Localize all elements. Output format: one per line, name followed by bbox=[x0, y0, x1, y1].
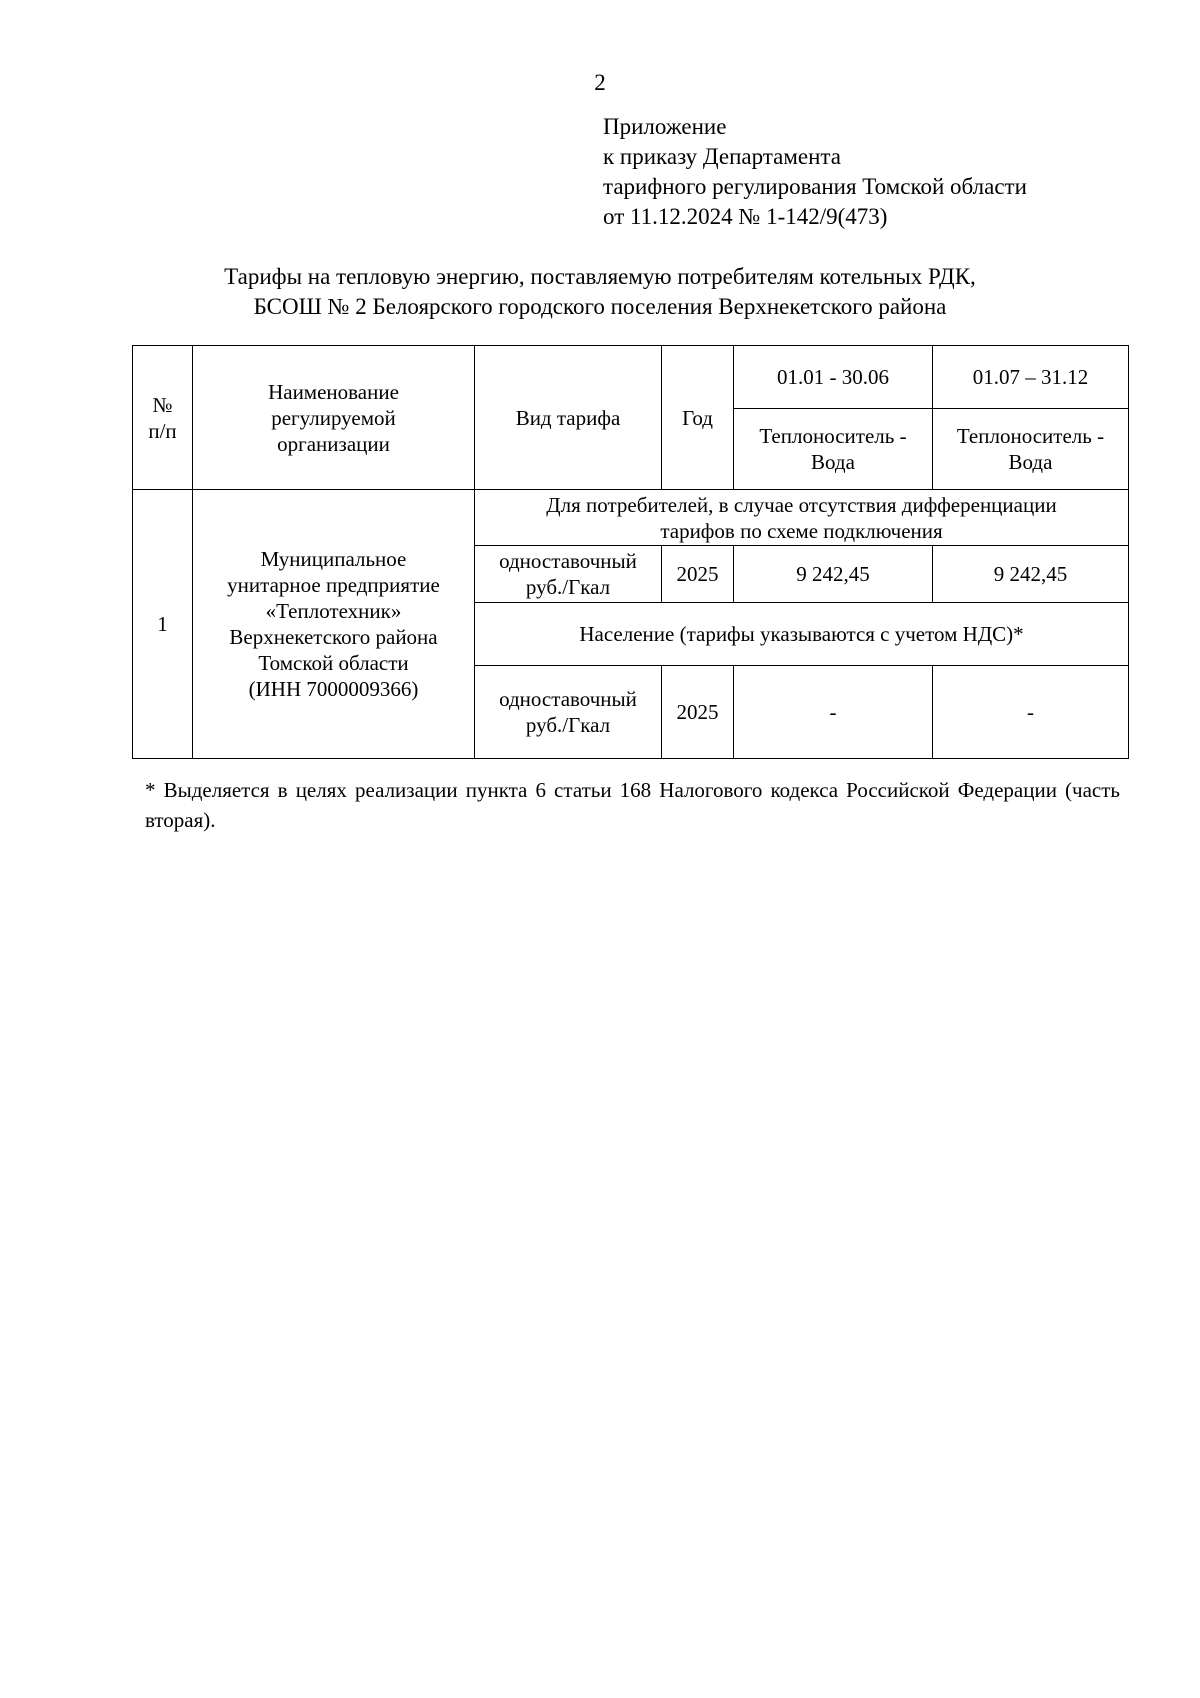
tariff-table bbox=[132, 345, 1129, 759]
footnote: * Выделяется в целях реализации пункта 6 статьи 168 Налогового кодекса Российской Федерации (часть вторая). bbox=[145, 778, 1120, 832]
section-population: Население (тарифы указываются с учетом НДС)* bbox=[475, 603, 1129, 666]
page-number: 2 bbox=[594, 70, 606, 95]
tariff-type-cell: одноставочный руб./Гкал bbox=[475, 546, 662, 603]
year-cell: 2025 bbox=[662, 666, 734, 759]
header-period-2: 01.07 – 31.12 bbox=[933, 346, 1129, 409]
header-organization: Наименование регулируемой организации bbox=[193, 346, 475, 490]
tariff-value: 9 242,45 bbox=[933, 546, 1129, 603]
title-line: БСОШ № 2 Белоярского городского поселения Верхнекетского района bbox=[253, 294, 947, 319]
tariff-value: - bbox=[933, 666, 1129, 759]
header-carrier-2: Теплоноситель - Вода bbox=[933, 409, 1129, 490]
header-period-1: 01.01 - 30.06 bbox=[734, 346, 933, 409]
header-year: Год bbox=[662, 346, 734, 490]
appendix-line: Приложение bbox=[603, 114, 727, 139]
header-number: № п/п bbox=[133, 346, 193, 490]
appendix-line: тарифного регулирования Томской области bbox=[603, 174, 1027, 199]
tariff-value: - bbox=[734, 666, 933, 759]
appendix-header bbox=[603, 112, 1027, 232]
organization-name: Муниципальное унитарное предприятие «Теплотехник» Верхнекетского района Томской области (ИНН 7000009366) bbox=[193, 490, 475, 759]
section-consumers: Для потребителей, в случае отсутствия дифференциации тарифов по схеме подключения bbox=[475, 490, 1129, 546]
appendix-line: от 11.12.2024 № 1-142/9(473) bbox=[603, 204, 888, 229]
appendix-line: к приказу Департамента bbox=[603, 144, 841, 169]
title-line: Тарифы на тепловую энергию, поставляемую потребителям котельных РДК, bbox=[224, 264, 976, 289]
tariff-type-cell: одноставочный руб./Гкал bbox=[475, 666, 662, 759]
header-carrier-1: Теплоноситель - Вода bbox=[734, 409, 933, 490]
document-title bbox=[130, 262, 1070, 322]
header-tariff-type: Вид тарифа bbox=[475, 346, 662, 490]
row-number: 1 bbox=[133, 490, 193, 759]
tariff-value: 9 242,45 bbox=[734, 546, 933, 603]
year-cell: 2025 bbox=[662, 546, 734, 603]
